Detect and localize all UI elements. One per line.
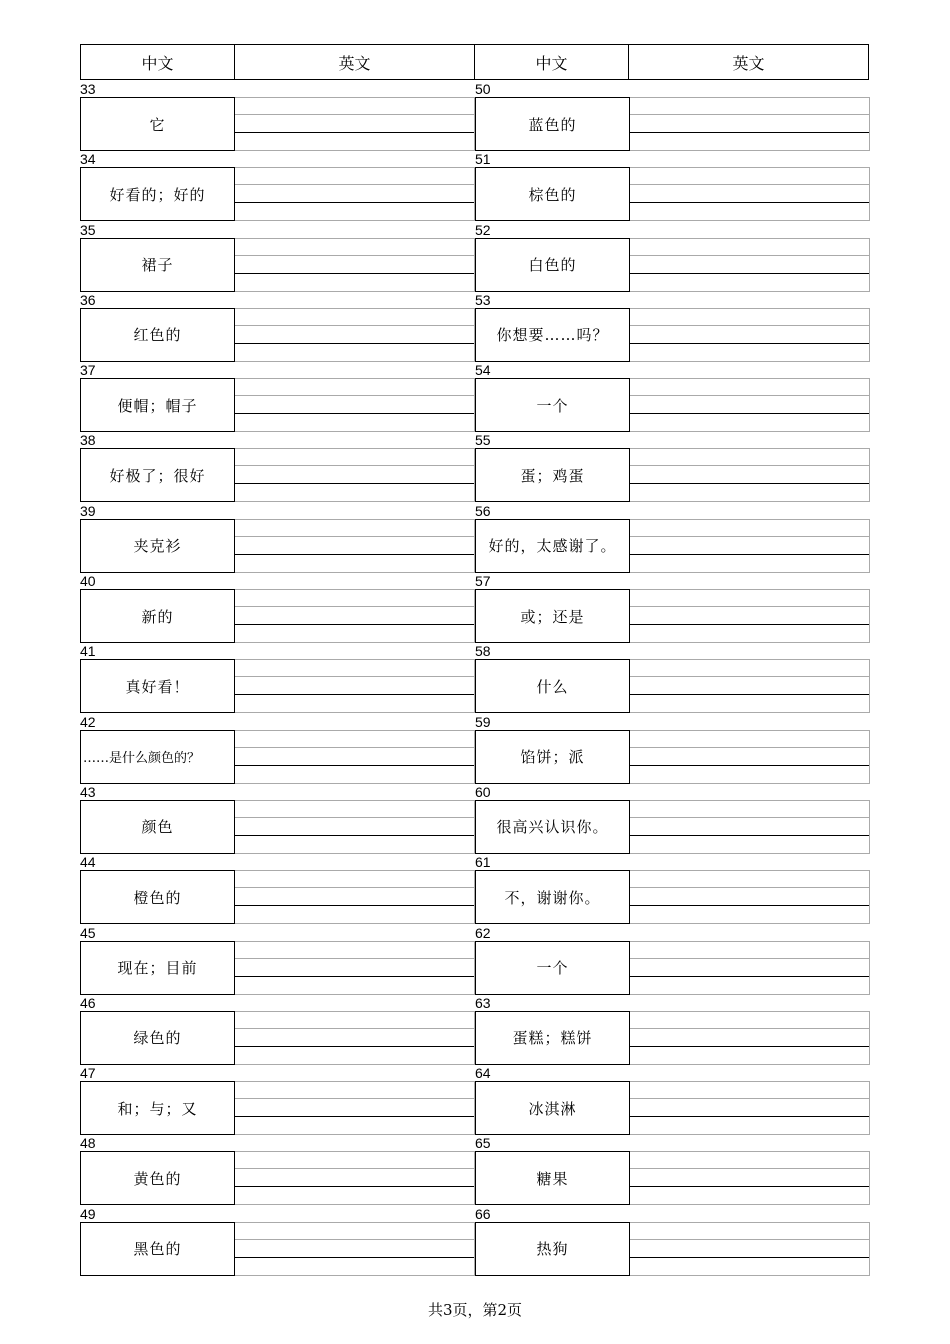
vocab-entry [80, 994, 475, 1064]
english-writing-lines[interactable] [235, 167, 475, 221]
vocab-entry [475, 572, 870, 642]
chinese-word: 蛋糕；糕饼 [475, 1011, 630, 1065]
vocab-entry [475, 80, 870, 150]
vocab-entry [475, 361, 870, 431]
entry-number: 61 [475, 854, 491, 871]
chinese-word: 你想要……吗？ [475, 308, 630, 362]
vocab-entry [80, 80, 475, 150]
entry-number: 47 [80, 1065, 96, 1082]
vocab-entry [80, 783, 475, 853]
vocab-entry [475, 291, 870, 361]
entry-number: 53 [475, 291, 491, 308]
right-column [475, 80, 870, 1275]
vocab-entry [475, 1205, 870, 1275]
chinese-word: 真好看！ [80, 659, 235, 713]
entry-number: 64 [475, 1065, 491, 1082]
english-writing-lines[interactable] [630, 1151, 870, 1205]
vocab-entry [80, 431, 475, 501]
entry-number: 65 [475, 1135, 491, 1152]
chinese-word: 什么 [475, 659, 630, 713]
chinese-word: 黄色的 [80, 1151, 235, 1205]
chinese-word: 好极了；很好 [80, 448, 235, 502]
entry-number: 60 [475, 783, 491, 800]
english-writing-lines[interactable] [630, 589, 870, 643]
vocab-entry [80, 221, 475, 291]
chinese-word: 蓝色的 [475, 97, 630, 151]
english-writing-lines[interactable] [235, 308, 475, 362]
chinese-word: ……是什么颜色的？ [80, 730, 235, 784]
chinese-word: 不，谢谢你。 [475, 870, 630, 924]
chinese-word: 一个 [475, 941, 630, 995]
english-writing-lines[interactable] [235, 1081, 475, 1135]
entry-number: 56 [475, 502, 491, 519]
chinese-word: 和；与；又 [80, 1081, 235, 1135]
entry-number: 62 [475, 924, 491, 941]
english-writing-lines[interactable] [630, 800, 870, 854]
chinese-word: 现在；目前 [80, 941, 235, 995]
vocab-entry [80, 642, 475, 712]
chinese-word: 绿色的 [80, 1011, 235, 1065]
vocab-entry [80, 572, 475, 642]
vocab-entry [80, 853, 475, 923]
chinese-word: 好看的；好的 [80, 167, 235, 221]
chinese-word: 一个 [475, 378, 630, 432]
english-writing-lines[interactable] [235, 238, 475, 292]
entry-number: 36 [80, 291, 96, 308]
english-writing-lines[interactable] [630, 519, 870, 573]
chinese-word: 好的，太感谢了。 [475, 519, 630, 573]
english-writing-lines[interactable] [235, 1222, 475, 1276]
entry-number: 51 [475, 151, 491, 168]
chinese-word: 或；还是 [475, 589, 630, 643]
english-writing-lines[interactable] [630, 238, 870, 292]
entry-number: 40 [80, 573, 96, 590]
entry-number: 33 [80, 81, 96, 97]
vocab-entry [475, 642, 870, 712]
english-writing-lines[interactable] [235, 659, 475, 713]
english-writing-lines[interactable] [235, 730, 475, 784]
english-writing-lines[interactable] [630, 308, 870, 362]
english-writing-lines[interactable] [630, 167, 870, 221]
vocab-entry [475, 783, 870, 853]
chinese-word: 夹克衫 [80, 519, 235, 573]
english-writing-lines[interactable] [630, 870, 870, 924]
chinese-word: 橙色的 [80, 870, 235, 924]
chinese-word: 很高兴认识你。 [475, 800, 630, 854]
entry-number: 41 [80, 643, 96, 660]
vocab-entry [475, 1134, 870, 1204]
entry-number: 63 [475, 994, 491, 1011]
chinese-word: 糖果 [475, 1151, 630, 1205]
entry-number: 43 [80, 783, 96, 800]
entry-number: 46 [80, 994, 96, 1011]
english-writing-lines[interactable] [630, 448, 870, 502]
english-writing-lines[interactable] [630, 659, 870, 713]
entry-number: 35 [80, 221, 96, 238]
vocab-entry [475, 1064, 870, 1134]
vocab-entry [80, 1205, 475, 1275]
english-writing-lines[interactable] [630, 97, 870, 151]
entry-number: 42 [80, 713, 96, 730]
vocab-entry [475, 994, 870, 1064]
entry-number: 57 [475, 573, 491, 590]
chinese-word: 馅饼；派 [475, 730, 630, 784]
english-writing-lines[interactable] [235, 97, 475, 151]
chinese-word: 冰淇淋 [475, 1081, 630, 1135]
english-writing-lines[interactable] [235, 870, 475, 924]
english-writing-lines[interactable] [235, 378, 475, 432]
vocab-entry [475, 221, 870, 291]
vocab-entry [80, 291, 475, 361]
chinese-word: 棕色的 [475, 167, 630, 221]
english-writing-lines[interactable] [630, 1011, 870, 1065]
header-chinese-right: 中文 [474, 44, 629, 80]
header-english-right: 英文 [628, 44, 869, 80]
entry-number: 45 [80, 924, 96, 941]
vocab-entry [475, 853, 870, 923]
english-writing-lines[interactable] [235, 519, 475, 573]
chinese-word: 它 [80, 97, 235, 151]
english-writing-lines[interactable] [235, 1151, 475, 1205]
chinese-word: 红色的 [80, 308, 235, 362]
chinese-word: 便帽；帽子 [80, 378, 235, 432]
vocab-entry [80, 924, 475, 994]
vocab-entry [475, 502, 870, 572]
english-writing-lines[interactable] [630, 941, 870, 995]
page-footer: 共3页，第2页 [427, 1301, 523, 1319]
entry-number: 58 [475, 643, 491, 660]
table-header [80, 44, 870, 80]
english-writing-lines[interactable] [630, 730, 870, 784]
entry-number: 55 [475, 432, 491, 449]
vocab-entry [475, 150, 870, 220]
chinese-word: 新的 [80, 589, 235, 643]
chinese-word: 裙子 [80, 238, 235, 292]
entry-number: 66 [475, 1205, 491, 1222]
english-writing-lines[interactable] [630, 378, 870, 432]
entry-number: 34 [80, 151, 96, 168]
vocab-entry [475, 924, 870, 994]
entry-number: 38 [80, 432, 96, 449]
chinese-word: 热狗 [475, 1222, 630, 1276]
english-writing-lines[interactable] [235, 1011, 475, 1065]
vocab-entry [80, 1064, 475, 1134]
vocab-entry [80, 502, 475, 572]
worksheet [80, 44, 870, 1275]
english-writing-lines[interactable] [630, 1081, 870, 1135]
vocab-entry [80, 1134, 475, 1204]
english-writing-lines[interactable] [235, 589, 475, 643]
english-writing-lines[interactable] [235, 941, 475, 995]
entry-number: 48 [80, 1135, 96, 1152]
chinese-word: 白色的 [475, 238, 630, 292]
vocab-entry [80, 713, 475, 783]
english-writing-lines[interactable] [235, 448, 475, 502]
header-english-left: 英文 [234, 44, 475, 80]
entry-number: 39 [80, 502, 96, 519]
chinese-word: 蛋；鸡蛋 [475, 448, 630, 502]
entry-number: 44 [80, 854, 96, 871]
entry-number: 49 [80, 1205, 96, 1222]
entry-number: 52 [475, 221, 491, 238]
left-column [80, 80, 475, 1275]
vocab-entry [475, 713, 870, 783]
entry-number: 54 [475, 362, 491, 379]
vocab-entry [80, 150, 475, 220]
entry-number: 59 [475, 713, 491, 730]
header-chinese-left: 中文 [80, 44, 235, 80]
chinese-word: 颜色 [80, 800, 235, 854]
entry-number: 50 [475, 81, 491, 97]
vocab-entry [80, 361, 475, 431]
english-writing-lines[interactable] [630, 1222, 870, 1276]
chinese-word: 黑色的 [80, 1222, 235, 1276]
english-writing-lines[interactable] [235, 800, 475, 854]
vocab-entry [475, 431, 870, 501]
entry-number: 37 [80, 362, 96, 379]
